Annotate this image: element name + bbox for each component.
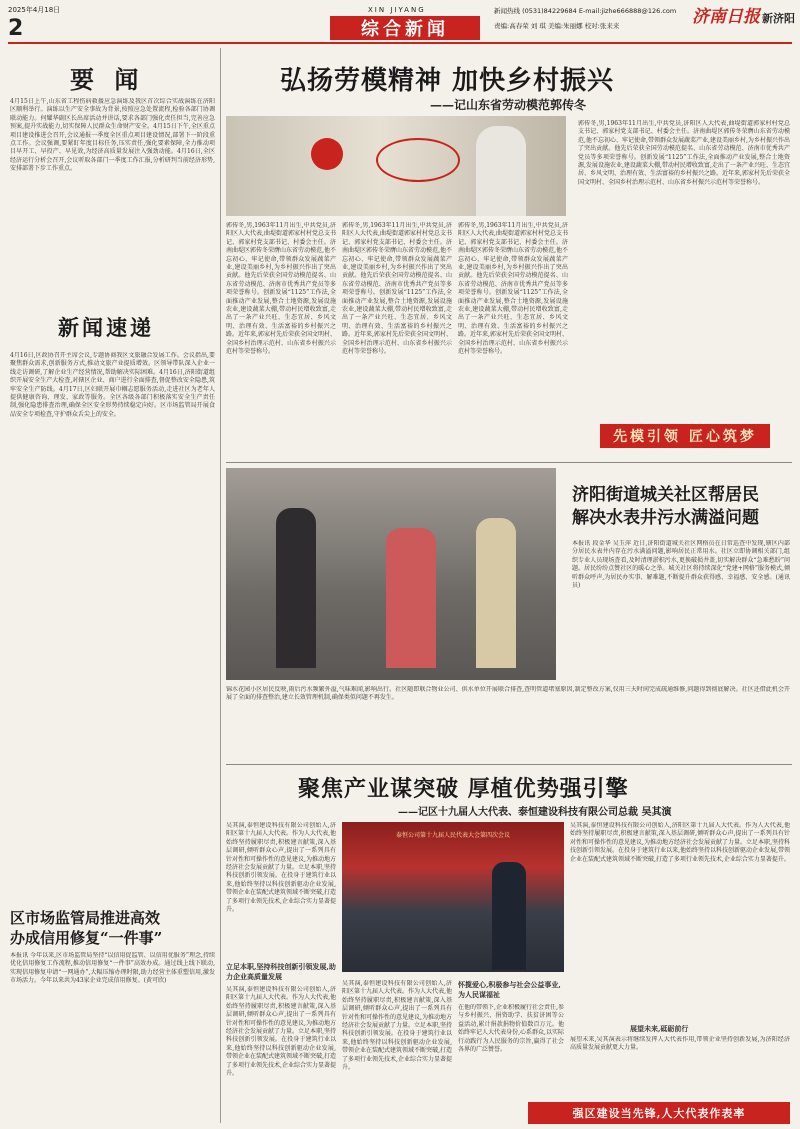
story3-body-col4b: 展望未来,吴其演表示将继续发挥人大代表作用,带领企业坚持创新发展,为济阳经济高质量发展贡献更大力量。 [570,1036,790,1052]
market-story-text: 本报讯 今年以来,区市场监管局坚持“以信用促监管、以信用优服务”理念,持续优化信用修复工作流程,推动信用修复“一件事”高效办成。通过线上线下联动,实现信用修复申请“一网通办”,大幅压缩办理时限,助力经营主体重塑信用,激发市场活力。今年以来共为43家企业完成信用修复。(黄可欣) [10,952,215,985]
suxun-text: 4月16日,区政协召开主席会议,专题协商我区文旅融合发展工作。会议指出,要聚焦群众需求,创新服务方式,推动文旅产业提质增效。区领导带队深入企业一线走访调研,了解企业生产经营情况,帮助解决实际困难。4月16日,济阳街道组织开展安全生产大检查,对辖区企业、商户进行全面排查,督促整改安全隐患,筑牢安全生产防线。4月17日,区妇联开展巾帼志愿服务活动,走进社区为老年人提供健康咨询、理发、家政等服务。全区各级各部门积极落实安全生产责任制,强化隐患排查治理,确保全区安全形势持续稳定向好。区市场监管局开展食品安全专项检查,守护群众舌尖上的安全。 [10,352,215,418]
story3-body-col1: 吴其演,泰恒建设科技有限公司创始人,济阳区第十九届人大代表。作为人大代表,他始终坚持履职尽责,积极建言献策,深入基层调研,倾听群众心声,提出了一系列具有针对性和可操作性的意见建议,为推动地方经济社会发展贡献了力量。立足本职,坚持科技创新引领发展。在投身于建筑行业以来,他始终坚持以科技创新驱动企业发展,带领企业在装配式建筑领域不断突破,打造了多项行业领先技术,企业综合实力显著提升。 [226,822,336,914]
story2-title: 济阳街道城关社区帮居民 解决水表井污水满溢问题 [572,485,759,528]
lead-body-col3: 郭传冬,男,1963年11月出生,中共党员,济阳区人大代表,曲堤街道郭家村村党总支书记、郭家村党支部书记、村委会主任。济南曲堤区郭传冬荣膺山东省劳动模范,他不忘初心、牢记使命,带领群众发展蔬菜产业,建设美丽乡村,为乡村振兴作出了突出贡献。他先后荣获全国劳动模范提名、山东省劳动模范、济南市优秀共产党员等多项荣誉称号。创新发展“1125”工作法,全面推动产业发展,整合土地资源,发展设施农业,建设蔬菜大棚,带动村民增收致富,走出了一条产业兴旺、生态宜居、乡风文明、治理有效、生活富裕的乡村振兴之路。近年来,郭家村先后荣获全国文明村、全国乡村治理示范村、山东省乡村振兴示范村等荣誉称号。 [458,222,568,356]
calligraphy-banner [376,138,460,182]
story3-subhead-1: 立足本职,坚持科技创新引领发展,助力企业高质量发展 [226,962,336,981]
person-figure-2 [386,528,436,668]
story3-body-col4: 吴其演,泰恒建设科技有限公司创始人,济阳区第十九届人大代表。作为人大代表,他始终坚持履职尽责,积极建言献策,深入基层调研,倾听群众心声,提出了一系列具有针对性和可操作性的意见建议,为推动地方经济社会发展贡献了力量。立足本职,坚持科技创新引领发展。在投身于建筑行业以来,他始终坚持以科技创新驱动企业发展,带领企业在装配式建筑领域不断突破,打造了多项行业领先技术,企业综合实力显著提升。 [570,822,790,863]
stage-banner: 泰恒公司第十九届人民代表大会第四次会议 [395,832,510,839]
story3-body-col2: 吴其演,泰恒建设科技有限公司创始人,济阳区第十九届人大代表。作为人大代表,他始终坚持履职尽责,积极建言献策,深入基层调研,倾听群众心声,提出了一系列具有针对性和可操作性的意见建议,为推动地方经济社会发展贡献了力量。立足本职,坚持科技创新引领发展。在投身于建筑行业以来,他始终坚持以科技创新驱动企业发展,带领企业在装配式建筑领域不断突破,打造了多项行业领先技术,企业综合实力显著提升。 [342,980,452,1072]
lead-title: 弘扬劳模精神 加快乡村振兴 [280,66,615,96]
story3-photo [342,822,564,972]
paper-name: 济南日报 [692,7,760,27]
edition-name: 新济阳 [762,12,795,25]
footer-banner-text: 强区建设当先锋,人大代表作表率 [572,1107,746,1120]
section-en: XIN JIYANG [368,6,426,14]
lead-caption-banner [600,424,770,448]
lead-photo [226,116,566,216]
suxun-heading: 新闻速递 [58,315,154,340]
story3-subhead-2: 怀揽爱心,积极参与社会公益事业,为人民谋福祉 [458,980,561,999]
market-story-title: 区市场监管局推进高效 办成信用修复“一件事” [10,909,163,947]
lead-body-col2: 郭传冬,男,1963年11月出生,中共党员,济阳区人大代表,曲堤街道郭家村村党总支书记、郭家村党支部书记、村委会主任。济南曲堤区郭传冬荣膺山东省劳动模范,他不忘初心、牢记使命,带领群众发展蔬菜产业,建设美丽乡村,为乡村振兴作出了突出贡献。他先后荣获全国劳动模范提名、山东省劳动模范、济南市优秀共产党员等多项荣誉称号。创新发展“1125”工作法,全面推动产业发展,整合土地资源,发展设施农业,建设蔬菜大棚,带动村民增收致富,走出了一条产业兴旺、生态宜居、乡风文明、治理有效、生活富裕的乡村振兴之路。近年来,郭家村先后荣获全国文明村、全国乡村治理示范村、山东省乡村振兴示范村等荣誉称号。 [342,222,452,356]
left-col-divider [220,48,221,1123]
yaowen-heading: 要 闻 [70,65,145,94]
story2-body-lower: 锦水花园小区居民反映,雨后污水频繁外溢,气味难闻,影响出行。社区随即联合物业公司、供水单位开展联合排查,查明管道堵塞原因,制定整改方案,仅用三天时间完成疏通维修,问题得到彻底解决。社区还借此机会开展了全面的排查整治,建立长效管理机制,确保类似问题不再发生。 [226,686,790,702]
portrait-figure [476,126,526,216]
editors-line: 责编:高春荣 刘 琪 美编:朱丽娜 校对:张来来 [494,22,620,30]
story3-subtitle: ——记区十九届人大代表、泰恒建设科技有限公司总裁 吴其演 [398,807,672,818]
story3-body-col3: 在他的带领下,企业积极履行社会责任,参与乡村振兴、捐资助学、扶贫济困等公益活动,累计捐款捐物价值数百万元。他始终牢记人大代表身份,心系群众,以实际行动践行为人民服务的宗旨,赢得了社会各界的广泛赞誉。 [458,1004,564,1054]
lead-subtitle: ——记山东省劳动模范郭传冬 [430,98,587,112]
paper-logo [692,2,795,27]
story2-bottom-rule [226,764,792,765]
news-hotline: 新闻热线 (0531)84229684 E-mail:jizhe666888@126.com [494,7,677,15]
story2-photo [226,468,556,680]
person-figure-3 [476,518,516,668]
section-banner [330,16,480,40]
lead-body-col1: 郭传冬,男,1963年11月出生,中共党员,济阳区人大代表,曲堤街道郭家村村党总支书记、郭家村党支部书记、村委会主任。济南曲堤区郭传冬荣膺山东省劳动模范,他不忘初心、牢记使命,带领群众发展蔬菜产业,建设美丽乡村,为乡村振兴作出了突出贡献。他先后荣获全国劳动模范提名、山东省劳动模范、济南市优秀共产党员等多项荣誉称号。创新发展“1125”工作法,全面推动产业发展,整合土地资源,发展设施农业,建设蔬菜大棚,带动村民增收致富,走出了一条产业兴旺、生态宜居、乡风文明、治理有效、生活富裕的乡村振兴之路。近年来,郭家村先后荣获全国文明村、全国乡村治理示范村、山东省乡村振兴示范村等荣誉称号。 [226,222,336,356]
story3-title: 聚焦产业谋突破 厚植优势强引擎 [298,776,629,802]
story3-body-col1b: 吴其演,泰恒建设科技有限公司创始人,济阳区第十九届人大代表。作为人大代表,他始终坚持履职尽责,积极建言献策,深入基层调研,倾听群众心声,提出了一系列具有针对性和可操作性的意见建议,为推动地方经济社会发展贡献了力量。立足本职,坚持科技创新引领发展。在投身于建筑行业以来,他始终坚持以科技创新驱动企业发展,带领企业在装配式建筑领域不断突破,打造了多项行业领先技术,企业综合实力显著提升。 [226,986,336,1078]
story3-subhead-3: 展望未来,砥砺前行 [630,1024,689,1033]
lead-body-col4: 郭传冬,男,1963年11月出生,中共党员,济阳区人大代表,曲堤街道郭家村村党总支书记、郭家村党支部书记、村委会主任。济南曲堤区郭传冬荣膺山东省劳动模范,他不忘初心、牢记使命,带领群众发展蔬菜产业,建设美丽乡村,为乡村振兴作出了突出贡献。他先后荣获全国劳动模范提名、山东省劳动模范、济南市优秀共产党员等多项荣誉称号。创新发展“1125”工作法,全面推动产业发展,整合土地资源,发展设施农业,建设蔬菜大棚,带动村民增收致富,走出了一条产业兴旺、生态宜居、乡风文明、治理有效、生活富裕的乡村振兴之路。近年来,郭家村先后荣获全国文明村、全国乡村治理示范村、山东省乡村振兴示范村等荣誉称号。 [578,120,790,186]
yaowen-text: 4月15日上午,山东省工程伤病救援应急演练及我区首次综合实战演练在济阳区顺利举行。演练以生产安全事故为背景,按照应急处置流程,检验各部门协调联动能力。何耀华副区长出席活动并讲话,要求各部门强化责任担当,完善应急预案,提升实战能力,切实保障人民群众生命财产安全。4月15日下午,全区重点项目建设推进会召开,会议通报一季度全区重点项目建设情况,部署下一阶段重点工作。会议强调,要紧盯年度目标任务,压实责任,强化要素保障,全力推动项目早开工、早投产、早见效,为经济高质量发展注入强劲动能。4月16日,全区经济运行分析会召开,会议听取各部门一季度工作汇报,分析研判当前经济形势,安排部署下步工作重点。 [10,98,215,173]
person-figure-1 [276,508,316,668]
speaker-figure [492,862,526,970]
lead-bottom-rule [226,462,792,463]
party-emblem-icon [311,138,343,170]
section-title: 综合新闻 [361,19,449,40]
story2-body: 本报讯 段金华 吴玉萍 近日,济阳街道城关社区网格员在日常巡查中发现,辖区内部分居民水表井内存在污水满溢问题,影响居民正常用水。社区立即协调相关部门,组织专业人员现场查看,及时清理淤积污水,更换破损井盖,切实解决群众“急难愁盼”问题。居民纷纷点赞社区的暖心之举。城关社区将持续深化“党建+网格”服务模式,倾听群众呼声,为居民办实事、解难题,不断提升群众获得感、幸福感、安全感。(通讯员) [572,540,790,590]
footer-banner [528,1102,790,1124]
issue-date: 2025年4月18日 [8,6,61,14]
lead-caption: 先模引领 匠心筑梦 [613,429,757,445]
masthead-rule [8,42,792,44]
page-number: 2 [8,16,24,41]
